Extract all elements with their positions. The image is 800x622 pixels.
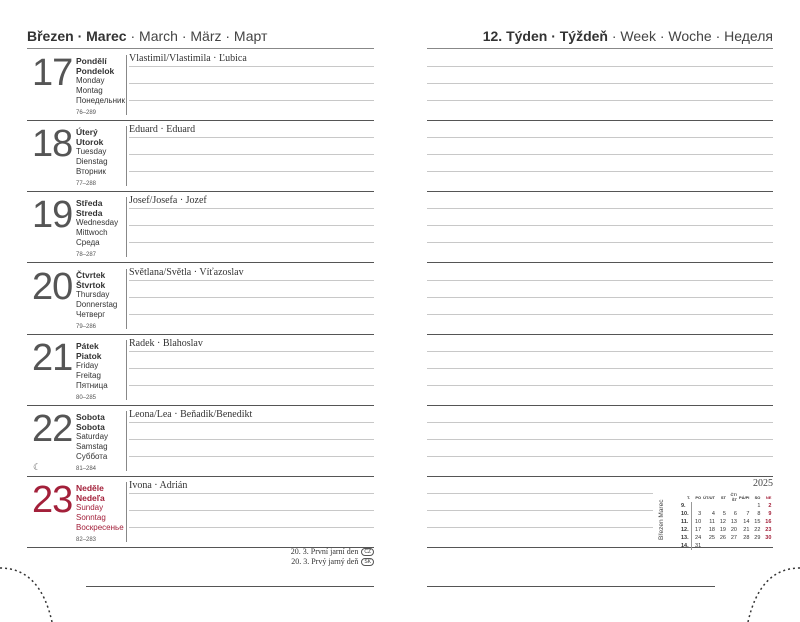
notes-line [427, 368, 773, 369]
calendar-day-cell: 21 [743, 527, 750, 533]
calendar-day-cell: 12 [719, 519, 726, 525]
mini-calendar-grid [680, 492, 772, 550]
day-count: 78–287 [76, 252, 97, 258]
notes-separator [427, 191, 773, 192]
day-name-ru: Воскресенье [76, 523, 124, 532]
notes-line [427, 385, 773, 386]
calendar-day-cell: 13 [730, 519, 737, 525]
day-divider [126, 482, 127, 542]
moon-phase-icon: ☾ [33, 462, 42, 472]
calendar-day-cell: 25 [708, 535, 715, 541]
notes-line [427, 422, 773, 423]
calendar-header-cell: T. [687, 494, 691, 500]
day-count: 80–285 [76, 395, 97, 401]
day-name-de: Freitag [76, 371, 101, 380]
day-name-en: Wednesday [76, 218, 119, 227]
mini-calendar-month: Březen Marec [658, 499, 665, 540]
notes-line [427, 297, 773, 298]
calendar-week-number: 11. [680, 518, 691, 526]
calendar-day-cell: 17 [695, 527, 702, 533]
day-name-en: Monday [76, 76, 105, 85]
name-day: Ivona · Adrián [129, 480, 188, 491]
notes-line [427, 439, 773, 440]
calendar-day-cell [727, 502, 738, 510]
calendar-day-cell: 1 [757, 503, 761, 509]
notes-line [427, 510, 653, 511]
day-name-ru: Среда [76, 238, 100, 247]
month-title-translations: · March · März · Март [126, 28, 268, 44]
calendar-week-number: 12. [680, 526, 691, 534]
day-name-en: Saturday [76, 432, 109, 441]
calendar-week-number: 9. [680, 502, 691, 510]
header-rule-right [427, 48, 773, 49]
calendar-header-cell: ST [720, 494, 726, 500]
writing-line [129, 351, 374, 352]
day-name-sk: Nedeľa [76, 493, 105, 503]
day-number: 18 [32, 123, 73, 165]
week-title-bold: 12. Týden · Týždeň [482, 28, 608, 44]
day-divider [126, 411, 127, 471]
calendar-week-row [680, 518, 772, 526]
day-number: 17 [32, 52, 73, 94]
holiday-sk [291, 557, 374, 566]
day-name-sk: Štvrtok [76, 280, 106, 290]
day-name-sk: Sobota [76, 422, 105, 432]
calendar-header-cell: ÚT/UT [703, 494, 715, 500]
day-name-sk: Pondelok [76, 66, 115, 76]
day-name-cz: Sobota [76, 412, 105, 422]
calendar-header-cell: ČT/ŠT [730, 492, 737, 502]
page-title-week [483, 28, 773, 44]
day-name-en: Tuesday [76, 147, 107, 156]
day-block [27, 406, 374, 477]
writing-line [129, 368, 374, 369]
day-name-cz: Pondělí [76, 56, 107, 66]
calendar-day-cell: 27 [730, 535, 737, 541]
day-name-cz: Čtvrtek [76, 270, 106, 280]
notes-line [427, 242, 773, 243]
calendar-day-cell: 18 [708, 527, 715, 533]
notes-line [427, 171, 773, 172]
day-name-en: Sunday [76, 503, 104, 512]
writing-line [129, 242, 374, 243]
writing-line [129, 171, 374, 172]
name-day: Leona/Lea · Beňadik/Benedikt [129, 409, 253, 420]
calendar-day-cell: 23 [765, 527, 772, 533]
day-number: 23 [32, 479, 73, 521]
day-block [27, 121, 374, 192]
notes-line [427, 351, 773, 352]
name-day: Vlastimil/Vlastimila · Ľubica [129, 53, 247, 64]
day-number: 19 [32, 194, 73, 236]
calendar-day-cell [738, 502, 750, 510]
day-count: 79–286 [76, 324, 97, 330]
calendar-day-cell: 14 [743, 519, 750, 525]
day-labels [76, 341, 108, 402]
day-block [27, 192, 374, 263]
calendar-day-cell: 2 [768, 503, 772, 509]
day-name-de: Mittwoch [76, 228, 108, 237]
calendar-day-cell: 10 [695, 519, 702, 525]
writing-line [129, 225, 374, 226]
day-name-de: Samstag [76, 442, 108, 451]
calendar-day-cell: 3 [698, 511, 702, 517]
writing-line [129, 66, 374, 67]
day-block [27, 477, 374, 548]
day-divider [126, 340, 127, 400]
calendar-day-cell: 5 [722, 511, 726, 517]
day-labels [76, 483, 124, 544]
calendar-day-cell [716, 502, 727, 510]
notes-line [427, 66, 773, 67]
calendar-day-cell: 19 [719, 527, 726, 533]
page-title-month [27, 28, 267, 44]
writing-line [129, 510, 374, 511]
writing-line [129, 314, 374, 315]
calendar-week-row [680, 542, 772, 550]
notes-line [427, 83, 773, 84]
left-corner-arc [0, 568, 52, 622]
day-name-ru: Четверг [76, 310, 106, 319]
notes-separator [427, 120, 773, 121]
writing-line [129, 527, 374, 528]
notes-separator [427, 476, 773, 477]
notes-separator [427, 405, 773, 406]
calendar-day-cell: 16 [765, 519, 772, 525]
notes-separator [427, 334, 773, 335]
notes-line [427, 225, 773, 226]
writing-line [129, 422, 374, 423]
day-count: 82–283 [76, 537, 97, 543]
writing-line [129, 83, 374, 84]
writing-line [129, 493, 374, 494]
day-labels [76, 127, 108, 188]
calendar-week-row [680, 502, 772, 510]
day-labels [76, 412, 108, 473]
calendar-day-cell: 22 [754, 527, 761, 533]
day-name-ru: Понедельник [76, 96, 125, 105]
calendar-day-cell: 31 [695, 543, 702, 549]
calendar-day-cell [716, 542, 727, 550]
writing-line [129, 439, 374, 440]
writing-line [129, 297, 374, 298]
notes-line [427, 208, 773, 209]
calendar-day-cell: 29 [754, 535, 761, 541]
calendar-week-row [680, 526, 772, 534]
right-corner-arc [748, 568, 800, 622]
footer-rule-right [427, 586, 715, 587]
calendar-day-cell: 11 [709, 519, 715, 525]
day-divider [126, 126, 127, 186]
day-labels [76, 56, 125, 117]
day-block [27, 50, 374, 121]
calendar-day-cell: 30 [765, 535, 772, 541]
calendar-header-cell: SO [754, 494, 761, 500]
calendar-day-cell: 6 [733, 511, 737, 517]
mini-calendar [658, 478, 774, 549]
calendar-day-cell: 4 [711, 511, 715, 517]
writing-line [129, 208, 374, 209]
day-name-cz: Úterý [76, 127, 98, 137]
writing-line [129, 154, 374, 155]
notes-line [427, 314, 773, 315]
day-divider [126, 269, 127, 329]
notes-line [427, 280, 773, 281]
calendar-day-cell: 9 [768, 511, 772, 517]
notes-line [427, 493, 653, 494]
day-name-ru: Вторник [76, 167, 106, 176]
calendar-header-cell: NE [765, 494, 772, 500]
day-count: 81–284 [76, 466, 97, 472]
calendar-day-cell [702, 542, 716, 550]
calendar-day-cell [702, 502, 716, 510]
day-name-en: Thursday [76, 290, 110, 299]
calendar-week-row [680, 534, 772, 542]
day-number: 21 [32, 337, 73, 379]
writing-line [129, 100, 374, 101]
day-name-ru: Пятница [76, 381, 108, 390]
calendar-day-cell: 20 [730, 527, 737, 533]
calendar-day-cell [727, 542, 738, 550]
calendar-day-cell: 15 [754, 519, 761, 525]
day-number: 22 [32, 408, 73, 450]
calendar-day-cell: 7 [746, 511, 750, 517]
day-separator [27, 262, 374, 263]
header-rule-left [27, 48, 374, 49]
notes-line [427, 456, 773, 457]
name-day: Světlana/Světla · Víťazoslav [129, 267, 244, 278]
day-block [27, 335, 374, 406]
name-day: Radek · Blahoslav [129, 338, 203, 349]
writing-line [129, 137, 374, 138]
calendar-day-cell [738, 542, 750, 550]
calendar-day-cell: 8 [757, 511, 761, 517]
day-name-de: Dienstag [76, 157, 108, 166]
calendar-header-cell: PÁ/PI [738, 494, 750, 500]
month-title-bold: Březen · Marec [27, 28, 127, 44]
day-name-sk: Piatok [76, 351, 102, 361]
calendar-day-cell: 24 [695, 535, 702, 541]
notes-line [427, 154, 773, 155]
day-count: 77–288 [76, 181, 97, 187]
footer-rule-left [86, 586, 374, 587]
calendar-week-number: 10. [680, 510, 691, 518]
day-count: 76–289 [76, 110, 97, 116]
day-name-cz: Středa [76, 198, 103, 208]
name-day: Josef/Josefa · Jozef [129, 195, 207, 206]
writing-line [129, 385, 374, 386]
holiday-cz [291, 547, 374, 556]
mini-calendar-year: 2025 [753, 478, 773, 489]
day-block [27, 264, 374, 335]
calendar-week-row [680, 510, 772, 518]
notes-line [427, 100, 773, 101]
calendar-day-cell [691, 502, 702, 510]
calendar-header-cell: PO [695, 494, 702, 500]
calendar-day-cell [761, 542, 772, 550]
day-name-de: Montag [76, 86, 103, 95]
holiday-sk-badge: SK [361, 558, 374, 566]
day-name-ru: Суббота [76, 452, 108, 461]
day-name-sk: Streda [76, 208, 103, 218]
name-day: Eduard · Eduard [129, 124, 196, 135]
day-divider [126, 55, 127, 115]
calendar-day-cell: 26 [719, 535, 726, 541]
day-labels [76, 270, 117, 331]
day-name-de: Donnerstag [76, 300, 118, 309]
day-name-cz: Neděle [76, 483, 104, 493]
day-name-cz: Pátek [76, 341, 99, 351]
week-title-translations: · Week · Woche · Неделя [607, 28, 773, 44]
notes-line [427, 137, 773, 138]
writing-line [129, 280, 374, 281]
notes-line [427, 527, 653, 528]
calendar-week-number: 13. [680, 534, 691, 542]
holiday-cz-text: 20. 3. První jarní den [290, 547, 359, 556]
day-number: 20 [32, 266, 73, 308]
day-labels [76, 198, 118, 259]
calendar-day-cell [750, 542, 761, 550]
holiday-sk-text: 20. 3. Prvý jarný deň [291, 557, 359, 566]
day-name-en: Friday [76, 361, 99, 370]
day-divider [126, 197, 127, 257]
calendar-day-cell: 28 [743, 535, 750, 541]
calendar-week-number: 14. [680, 542, 691, 550]
writing-line [129, 456, 374, 457]
notes-separator [427, 262, 773, 263]
day-name-sk: Utorok [76, 137, 104, 147]
holiday-cz-badge: CZ [361, 548, 374, 556]
day-name-de: Sonntag [76, 513, 106, 522]
